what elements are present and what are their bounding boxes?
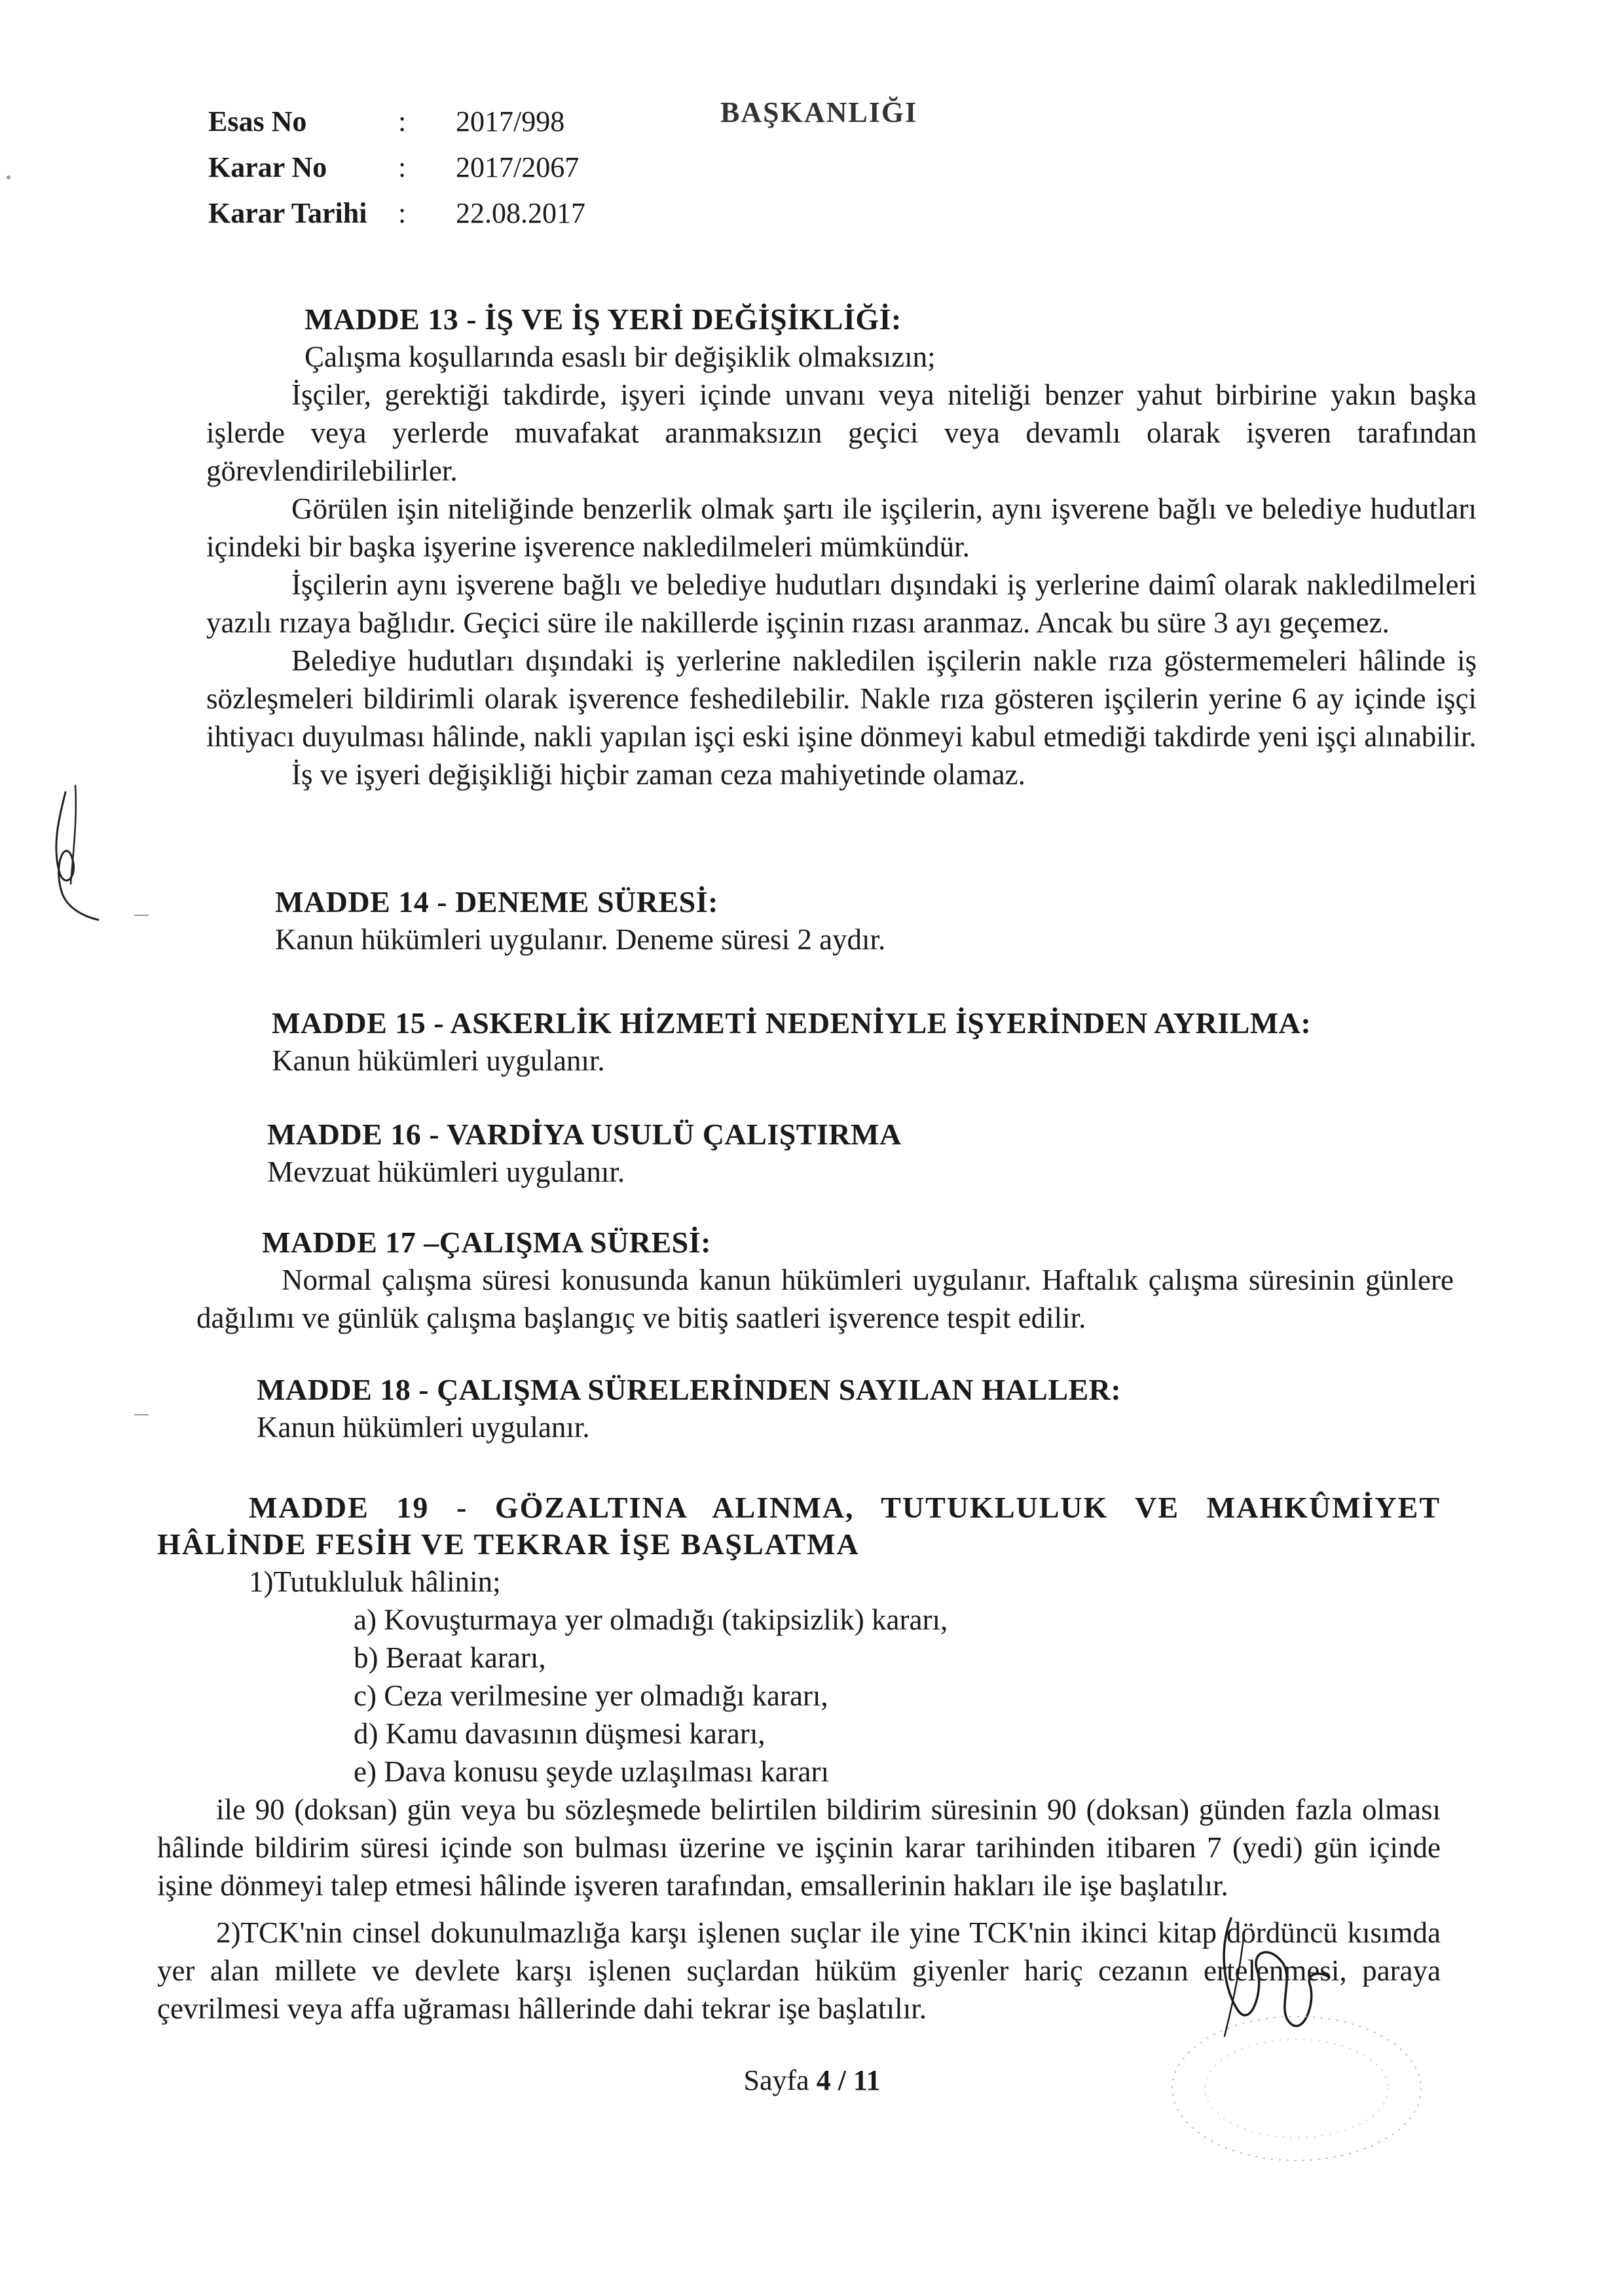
esas-value: 2017/998: [456, 105, 565, 137]
scan-dash: [134, 915, 149, 916]
article-18: [257, 1372, 1475, 1446]
article-17-title: MADDE 17 –ÇALIŞMA SÜRESİ:: [262, 1226, 711, 1259]
article-14: [275, 884, 1454, 958]
scan-dash: [134, 1414, 149, 1415]
article-13-p1: Çalışma koşullarında esaslı bir değişiklik olmaksızın;: [304, 340, 936, 373]
article-19-p1: ile 90 (doksan) gün veya bu sözleşmede belirtilen bildirim süresinin 90 (doksan) günden fazla olması hâlinde bildirim süresi içinde son bulması üzerine ve işçinin karar tarihinden itibaren 7 (yedi) gün içinde işine dönmeyi talep etmesi hâlinde işveren tarafından, emsallerinin hakları ile işe başlatılır.: [157, 1793, 1441, 1902]
article-16: [267, 1116, 1446, 1191]
karar-value: 2017/2067: [456, 151, 580, 183]
list-item: d) Kamu davasının düşmesi kararı,: [354, 1717, 766, 1750]
article-19-title: MADDE 19 - GÖZALTINA ALINMA, TUTUKLULUK VE MAHKÛMİYET HÂLİNDE FESİH VE TEKRAR İŞE BAŞLATMA: [157, 1491, 1441, 1561]
article-14-p1: Kanun hükümleri uygulanır. Deneme süresi 2 aydır.: [275, 923, 886, 956]
karar-colon: :: [398, 151, 407, 183]
tarih-colon: :: [398, 197, 407, 229]
article-18-p1: Kanun hükümleri uygulanır.: [257, 1411, 590, 1444]
cut-title: BAŞKANLIĞI: [720, 96, 918, 128]
tarih-label: Karar Tarihi: [208, 197, 367, 229]
article-13-p2: İşçiler, gerektiği takdirde, işyeri içinde unvanı veya niteliği benzer yahut birbirine yakın başka işlerde veya yerlerde muvafakat aranmaksızın geçici veya devamlı olarak işveren tarafından görevlendirilebilirler.: [206, 378, 1477, 487]
article-17-p1: Normal çalışma süresi konusunda kanun hükümleri uygulanır. Haftalık çalışma süresinin günlere dağılımı ve günlük çalışma başlangıç ve bitiş saatleri işverence tespit edilir.: [196, 1264, 1454, 1334]
article-13-p6: İş ve işyeri değişikliği hiçbir zaman ceza mahiyetinde olamaz.: [291, 758, 1025, 791]
article-15-title: MADDE 15 - ASKERLİK HİZMETİ NEDENİYLE İŞYERİNDEN AYRILMA:: [272, 1006, 1312, 1040]
article-17: [196, 1224, 1454, 1337]
article-14-title: MADDE 14 - DENEME SÜRESİ:: [275, 885, 718, 919]
article-13-title: MADDE 13 - İŞ VE İŞ YERİ DEĞİŞİKLİĞİ:: [304, 302, 902, 336]
article-19-p2: 2)TCK'nin cinsel dokunulmazlığa karşı işlenen suçlar ile yine TCK'nin ikinci kitap dördüncü kısımda yer alan millete ve devlete karşı işlenen suçlardan hüküm giyenler hariç cezanın ertelenmesi, paraya çevrilmesi veya affa uğraması hâllerinde dahi tekrar işe başlatılır.: [157, 1916, 1441, 2025]
tarih-value: 22.08.2017: [456, 197, 585, 229]
article-13: [206, 301, 1477, 793]
article-19-intro: 1)Tutukluluk hâlinin;: [249, 1565, 501, 1598]
list-item: e) Dava konusu şeyde uzlaşılması kararı: [354, 1755, 829, 1788]
esas-label: Esas No: [208, 105, 307, 137]
page-number: 4 / 11: [816, 2064, 881, 2096]
article-19-list: [157, 1601, 1441, 1791]
karar-label: Karar No: [208, 151, 327, 183]
esas-colon: :: [398, 105, 407, 137]
margin-initials-mark: [39, 779, 118, 923]
article-16-title: MADDE 16 - VARDİYA USULÜ ÇALIŞTIRMA: [267, 1118, 902, 1151]
article-16-p1: Mevzuat hükümleri uygulanır.: [267, 1156, 625, 1188]
list-item: b) Beraat kararı,: [354, 1641, 546, 1674]
list-item: a) Kovuşturmaya yer olmadığı (takipsizlik) kararı,: [354, 1603, 948, 1636]
list-item: c) Ceza verilmesine yer olmadığı kararı,: [354, 1679, 828, 1712]
page-label: Sayfa: [743, 2064, 809, 2096]
faint-stamp: [1159, 2003, 1434, 2174]
article-13-p5: Belediye hudutları dışındaki iş yerlerine nakledilen işçilerin nakle rıza göstermemeleri hâlinde iş sözleşmeleri bildirimli olarak işverence feshedilebilir. Nakle rıza gösteren işçilerin yerine 6 ay içinde işçi ihtiyacı duyulması hâlinde, nakli yapılan işçi eski işine dönmeyi kabul etmediği takdirde yeni işçi alınabilir.: [206, 644, 1477, 753]
article-18-title: MADDE 18 - ÇALIŞMA SÜRELERİNDEN SAYILAN HALLER:: [257, 1373, 1122, 1406]
scan-dot: [7, 175, 10, 179]
article-13-p4: İşçilerin aynı işverene bağlı ve belediye hudutları dışındaki iş yerlerine daimî olarak nakledilmeleri yazılı rızaya bağlıdır. Geçici süre ile nakillerde işçinin rızası aranmaz. Ancak bu süre 3 ayı geçemez.: [206, 568, 1477, 639]
article-13-p3: Görülen işin niteliğinde benzerlik olmak şartı ile işçilerin, aynı işverene bağlı ve belediye hudutları içindeki bir başka işyerine işverence nakledilmeleri mümkündür.: [206, 492, 1477, 563]
article-15: [272, 1005, 1490, 1080]
article-15-p1: Kanun hükümleri uygulanır.: [272, 1044, 605, 1077]
